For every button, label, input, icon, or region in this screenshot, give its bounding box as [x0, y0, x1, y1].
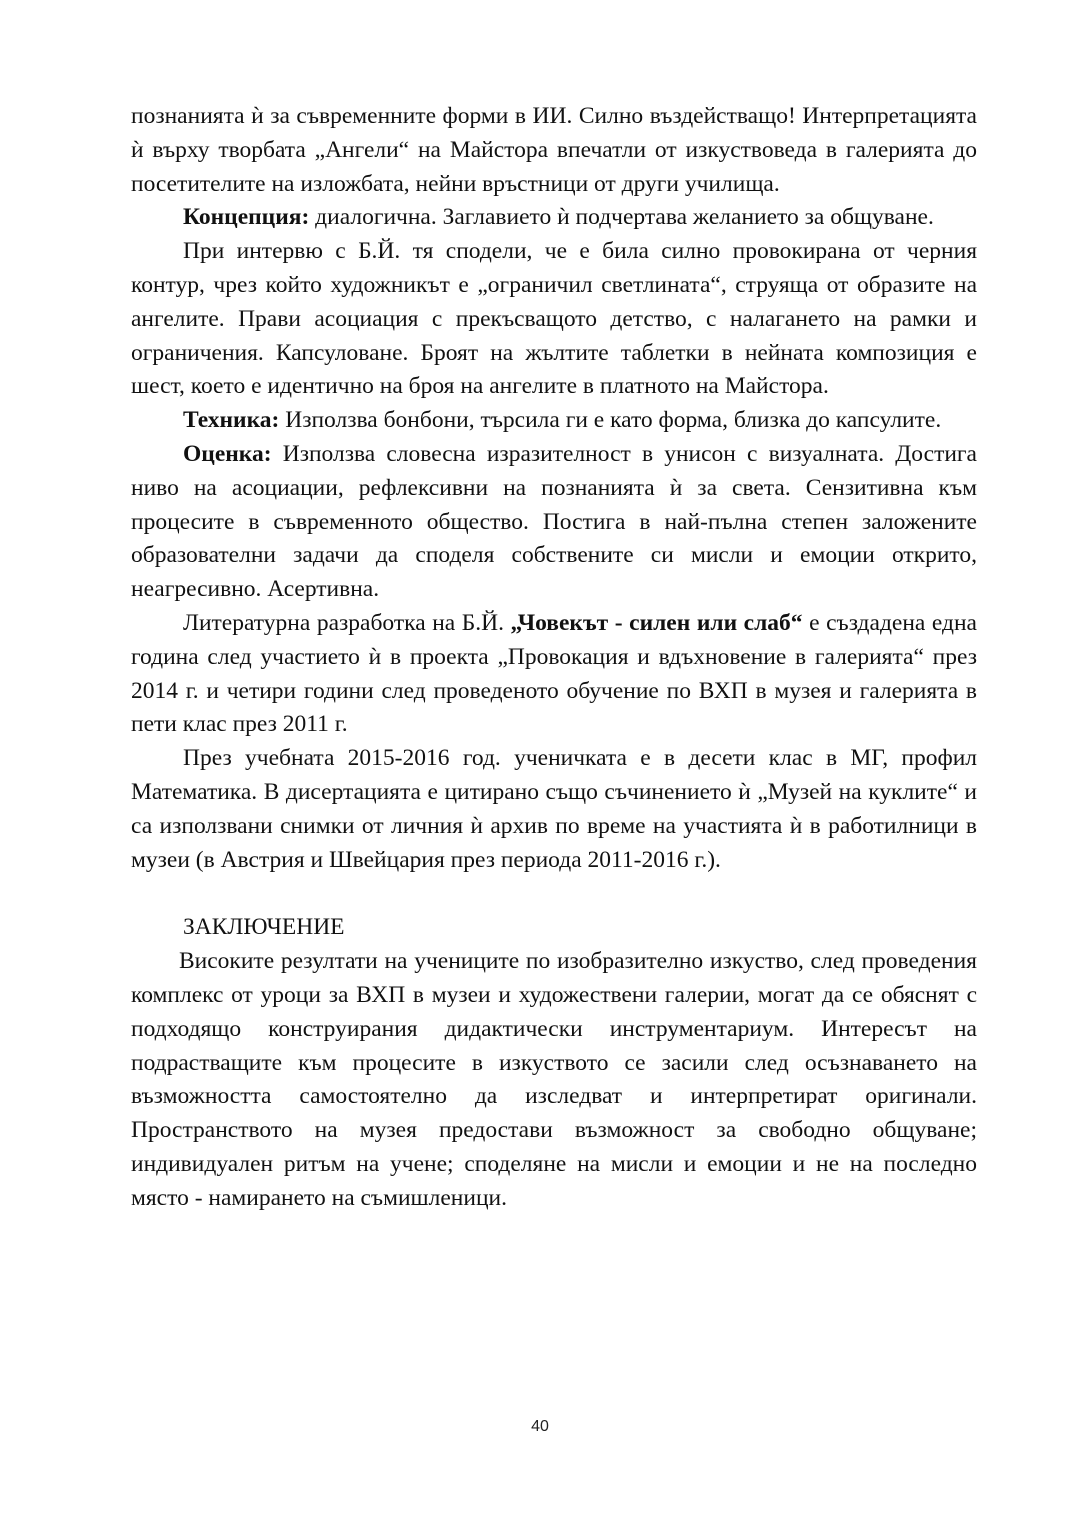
- paragraph-technique: [131, 404, 977, 438]
- concept-label: Концепция:: [183, 204, 310, 231]
- paragraph-assessment: [131, 438, 977, 607]
- assessment-text: Използва словесна изразителност в унисон с визуалната. Достига ниво на асоциации, рефлексивни на познанията ѝ за света. Сензитивна към процесите в съвременното общество. Постига в най-пълна степен заложените образователни задачи да споделя собствените си мисли и емоции открито, неагресивно. Асертивна.: [131, 440, 977, 603]
- technique-text: Използва бонбони, търсила ги е като форма, близка до капсулите.: [279, 407, 942, 434]
- page-number: 40: [531, 1418, 549, 1435]
- literary-work-start: Литературна разработка на Б.Й.: [183, 609, 511, 636]
- concept-text: диалогична. Заглавието ѝ подчертава желанието за общуване.: [309, 204, 934, 231]
- paragraph-interview: При интервю с Б.Й. тя сподели, че е била силно провокирана от черния контур, чрез който художникът е „ограничил светлината“, струяща от образите на ангелите. Прави асоциация с прекъсващото детство, с налагането на рамки и ограничения. Капсуловане. Броят на жълтите таблетки в нейната композиция е шест, което е идентично на броя на ангелите в платното на Майстора.: [131, 238, 977, 400]
- paragraph-conclusion: Високите резултати на учениците по изобразително изкуство, след проведения комплекс от уроци за ВХП в музеи и художествени галерии, могат да се обяснят с подходящо конструирания дидактически инструментариум. Интересът на подрастващите към процесите в изкуството се засили след осъзнаването на възможността самостоятелно да изследват и интерпретират оригинали. Пространството на музея предостави възможност за свободно общуване; индивидуален ритъм на учене; споделяне на мисли и емоции и не на последно място - намирането на съмишленици.: [131, 948, 977, 1211]
- spacer: [131, 877, 977, 911]
- literary-work-title: „Човекът - силен или слаб“: [510, 609, 803, 636]
- paragraph-concept: [131, 201, 977, 235]
- body-text: [131, 100, 977, 1216]
- literary-work-end: е създадена една година след участието ѝ в проекта „Провокация и вдъхновение в галерията“ през 2014 г. и четири години след проведеното обучение по ВХП в музея и галерията в пети клас през 2011 г.: [131, 609, 977, 738]
- assessment-label: Оценка:: [183, 440, 272, 467]
- paragraph-school-year: През учебната 2015-2016 год. ученичката е в десети клас в МГ, профил Математика. В дисертацията е цитирано също съчинението ѝ „Музей на куклите“ и са използвани снимки от личния ѝ архив по време на участията ѝ в работилници в музеи (в Австрия и Швейцария през периода 2011-2016 г.).: [131, 745, 977, 873]
- paragraph-literary-work: [131, 607, 977, 742]
- section-heading: ЗАКЛЮЧЕНИЕ: [183, 914, 345, 941]
- technique-label: Техника:: [183, 407, 280, 434]
- paragraph-interpretation: познанията ѝ за съвременните форми в ИИ. Силно въздействащо! Интерпретацията ѝ върху творбата „Ангели“ на Майстора впечатли от изкуствоведа в галерията до посетителите на изложбата, нейни връстници от други училища.: [131, 103, 977, 197]
